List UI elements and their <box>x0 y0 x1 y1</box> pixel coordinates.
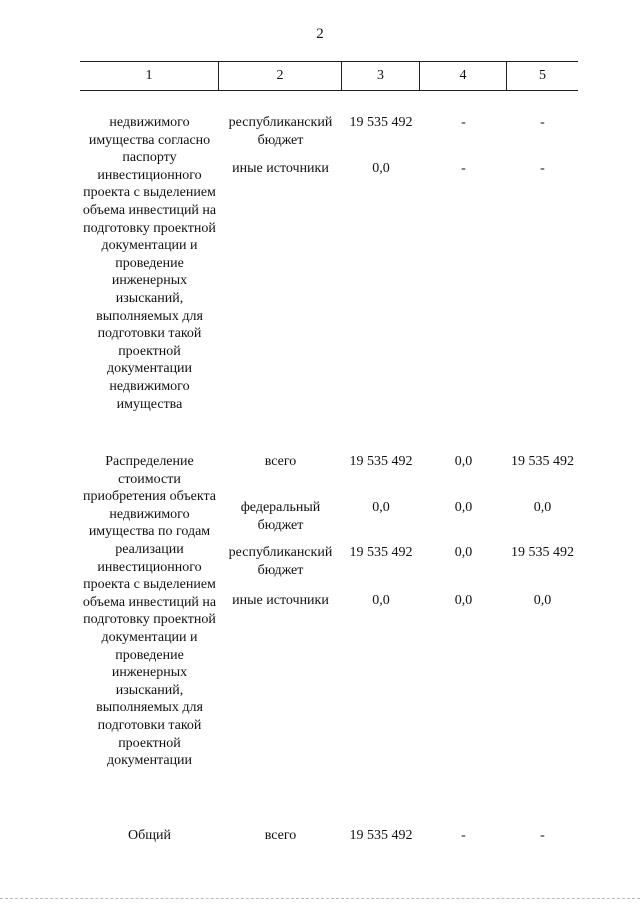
table-row <box>219 544 578 579</box>
table-row <box>219 114 578 149</box>
row-description: недвижимого имущества согласно паспорту инвестиционного проекта с выделением объема инвестиций на подготовку проектной документации и проведение инженерных изысканий, выполняемых для подготовки такой проектной документации недвижимого имущества <box>82 115 217 412</box>
value-cell-4: 0,0 <box>454 545 473 560</box>
value-cell-4: 0,0 <box>454 500 473 515</box>
row-description: Распределение стоимости приобретения объекта недвижимого имущества по годам реализации инвестиционного проекта с выделением объема инвестиций на подготовку проектной документации и проведение инженерных изысканий, выполняемых для подготовки такой проектной документации <box>82 454 217 769</box>
value-cell-3: 0,0 <box>372 593 390 608</box>
table-row <box>219 453 578 471</box>
header-col-5: 5 <box>539 68 546 83</box>
value-cell-3: 0,0 <box>372 161 390 176</box>
value-cell-3: 0,0 <box>372 500 390 515</box>
source-cell: всего <box>264 828 297 843</box>
row-description: Общий <box>128 828 171 843</box>
header-col-3: 3 <box>342 62 420 90</box>
source-cell: иные источники <box>232 593 329 608</box>
page-bottom-edge <box>0 898 640 899</box>
value-cell-5: 19 535 492 <box>511 545 574 560</box>
value-cell-4: 0,0 <box>454 454 473 469</box>
value-cell-4: - <box>461 115 466 130</box>
value-cell-5: - <box>540 828 545 843</box>
value-cell-4: - <box>461 828 466 843</box>
value-cell-5: 0,0 <box>533 500 552 515</box>
table-header <box>80 61 578 91</box>
source-cell: всего <box>264 454 297 469</box>
value-cell-5: 0,0 <box>533 593 552 608</box>
value-cell-5: - <box>540 115 545 130</box>
header-col-2: 2 <box>219 62 342 90</box>
table-row <box>219 499 578 534</box>
value-cell-3: 19 535 492 <box>349 115 413 130</box>
table-row <box>219 160 578 178</box>
value-cell-5: - <box>540 161 545 176</box>
source-cell: республиканский бюджет <box>228 115 333 148</box>
value-cell-4: - <box>461 161 466 176</box>
source-cell: иные источники <box>232 161 329 176</box>
source-cell: республиканский бюджет <box>228 545 333 578</box>
value-cell-5: 19 535 492 <box>511 454 574 469</box>
value-cell-4: 0,0 <box>454 593 473 608</box>
value-cell-3: 19 535 492 <box>349 454 413 469</box>
value-cell-3: 19 535 492 <box>349 828 413 843</box>
header-col-4: 4 <box>420 62 507 90</box>
header-col-1: 1 <box>80 62 219 90</box>
source-cell: федеральный бюджет <box>240 500 321 533</box>
table-row <box>219 827 578 845</box>
table-row <box>219 592 578 610</box>
page-number: 2 <box>316 26 324 42</box>
value-cell-3: 19 535 492 <box>349 545 413 560</box>
